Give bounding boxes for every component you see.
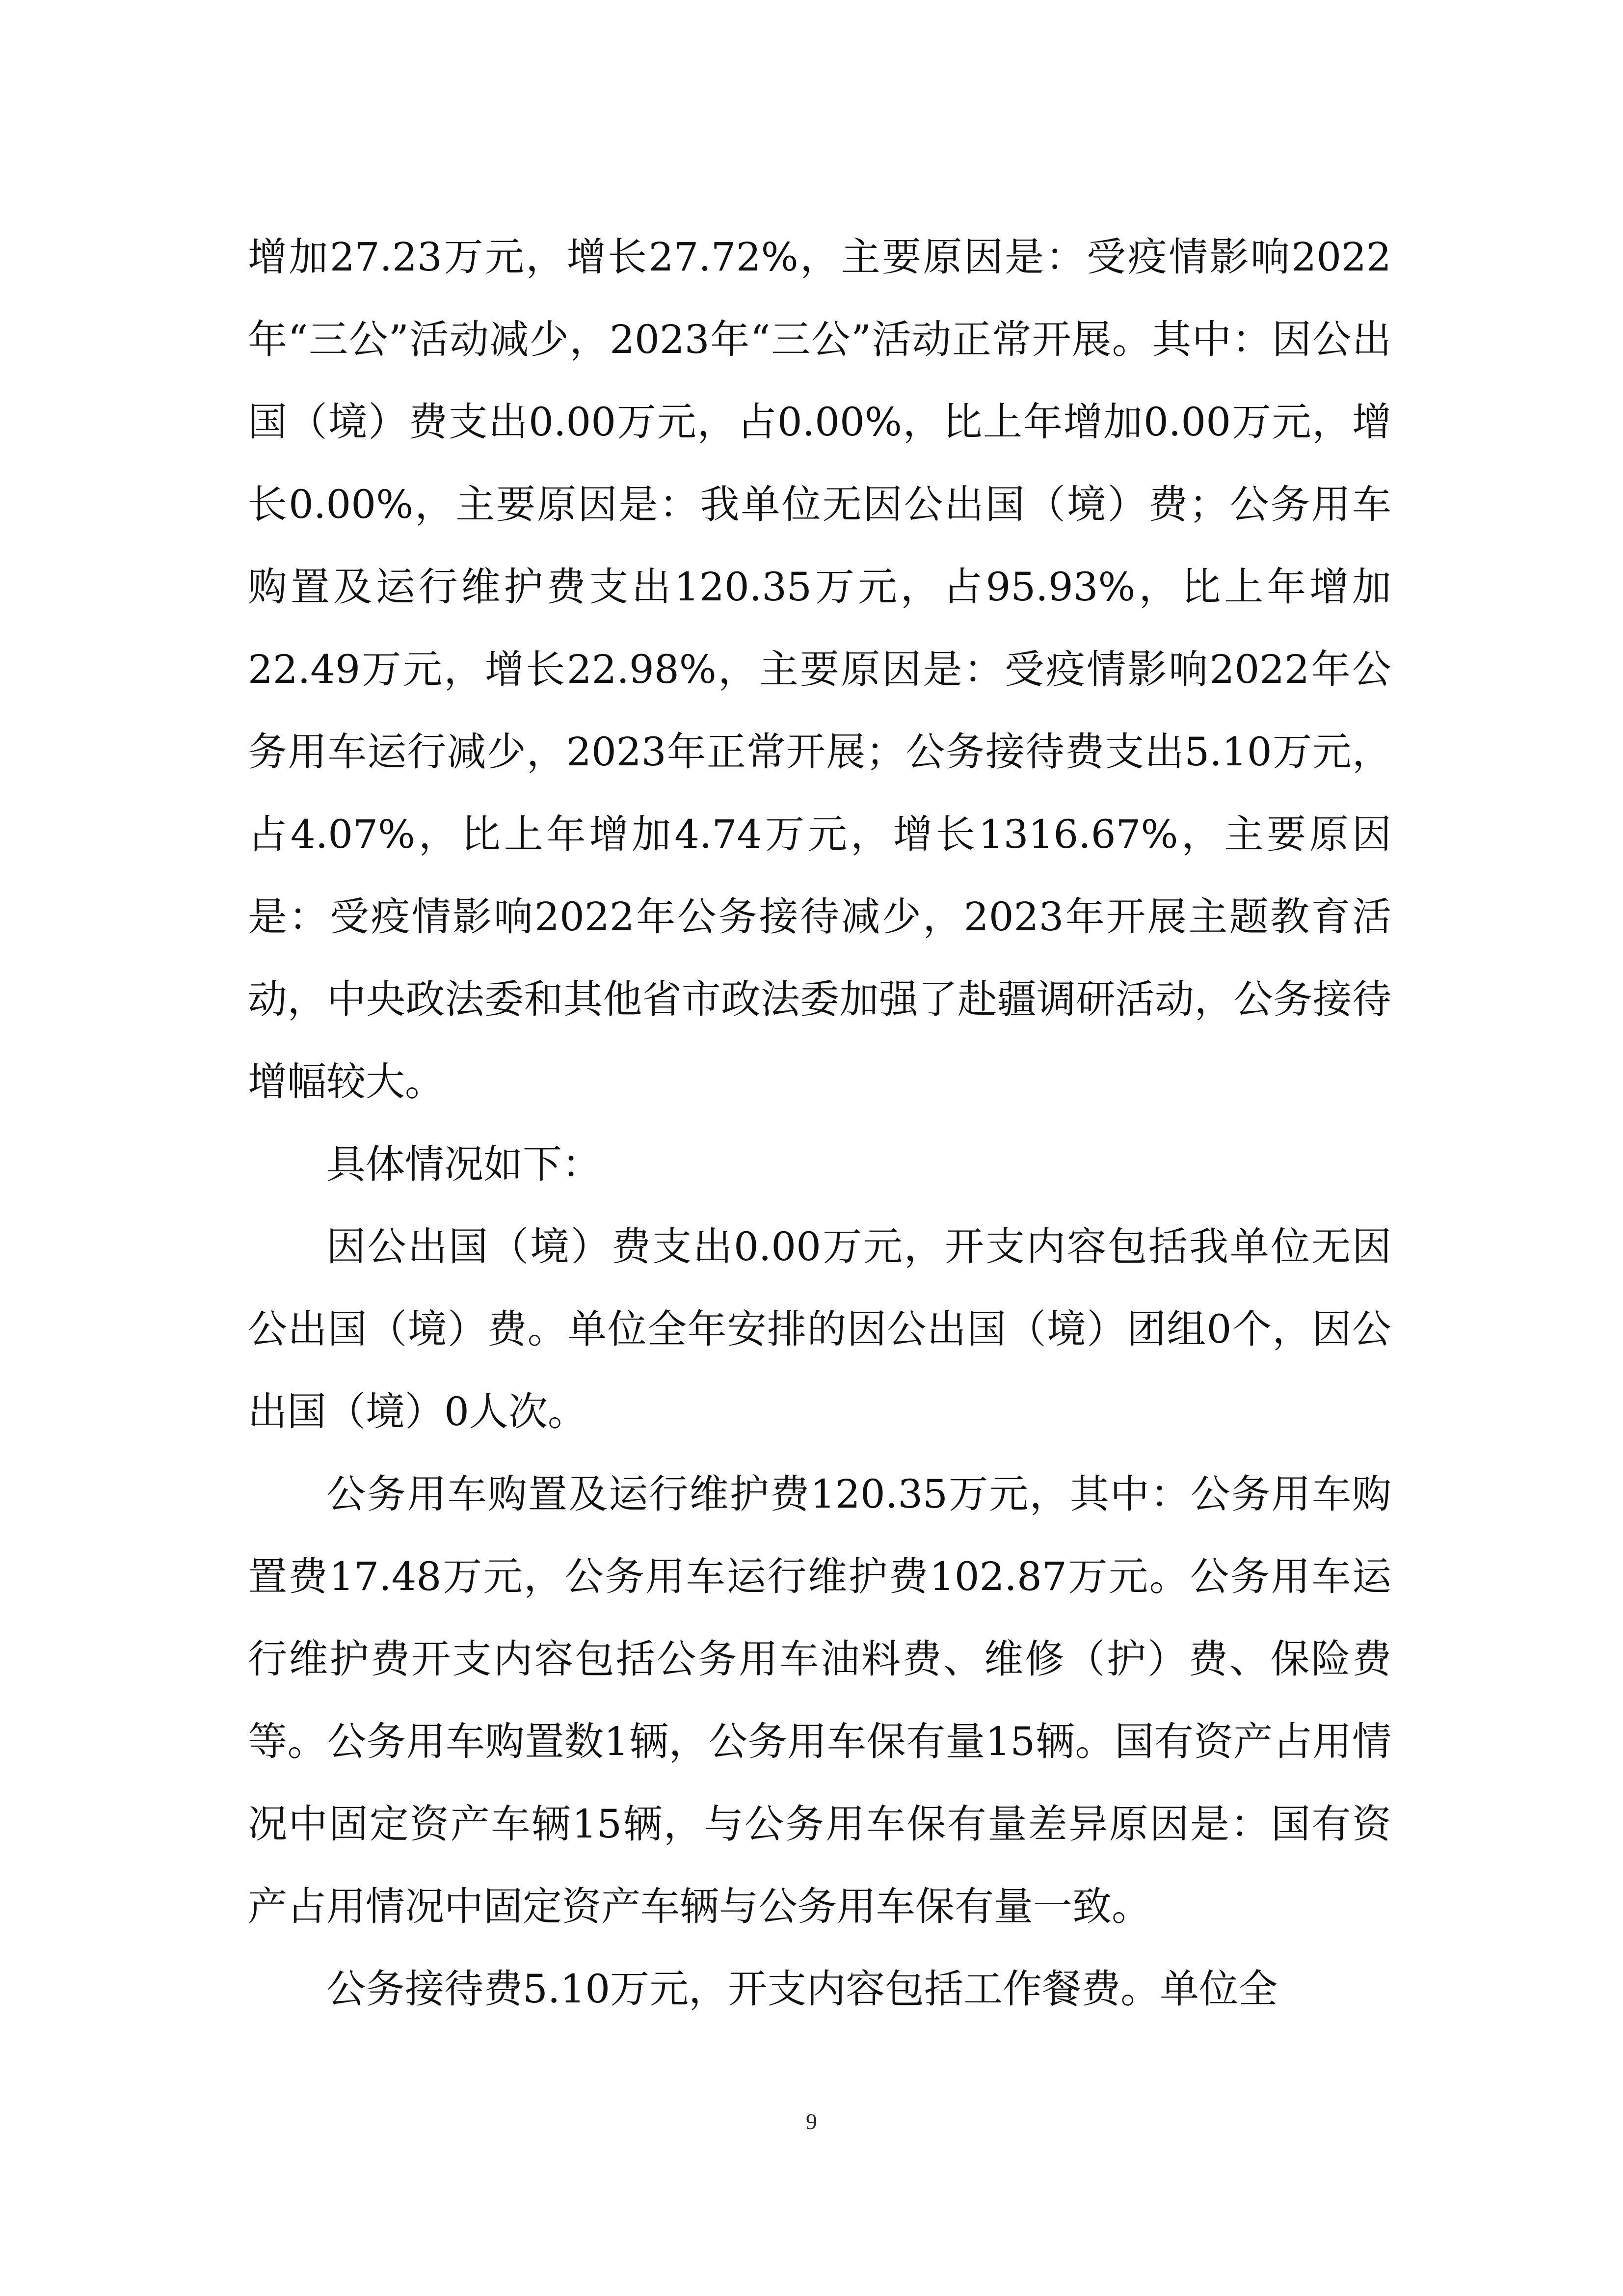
paragraph-expense-summary: 增加27.23万元，增长27.72%，主要原因是：受疫情影响2022年“三公”活动减少，2023年“三公”活动正常开展。其中：因公出国（境）费支出0.00万元，占0.00%，比上年增加0.00万元，增长0.00%，主要原因是：我单位无因公出国（境）费；公务用车购置及运行维护费支出120.35万元，占95.93%，比上年增加22.49万元，增长22.98%，主要原因是：受疫情影响2022年公务用车运行减少，2023年正常开展；公务接待费支出5.10万元，占4.07%，比上年增加4.74万元，增长1316.67%，主要原因是：受疫情影响2022年公务接待减少，2023年开展主题教育活动，中央政法委和其他省市政法委加强了赴疆调研活动，公务接待增幅较大。 <box>248 234 1391 1105</box>
body-text <box>248 216 1391 2030</box>
page-number: 9 <box>806 2109 817 2134</box>
paragraph-overseas-travel: 因公出国（境）费支出0.00万元，开支内容包括我单位无因公出国（境）费。单位全年安排的因公出国（境）团组0个，因公出国（境）0人次。 <box>248 1224 1391 1434</box>
paragraph-official-vehicles: 公务用车购置及运行维护费120.35万元，其中：公务用车购置费17.48万元，公务用车运行维护费102.87万元。公务用车运行维护费开支内容包括公务用车油料费、维修（护）费、保险费等。公务用车购置数1辆，公务用车保有量15辆。国有资产占用情况中固定资产车辆15辆，与公务用车保有量差异原因是：国有资产占用情况中固定资产车辆与公务用车保有量一致。 <box>248 1471 1391 1929</box>
paragraph-official-reception: 公务接待费5.10万元，开支内容包括工作餐费。单位全 <box>326 1966 1278 2012</box>
paragraph-details-intro: 具体情况如下： <box>326 1141 601 1187</box>
